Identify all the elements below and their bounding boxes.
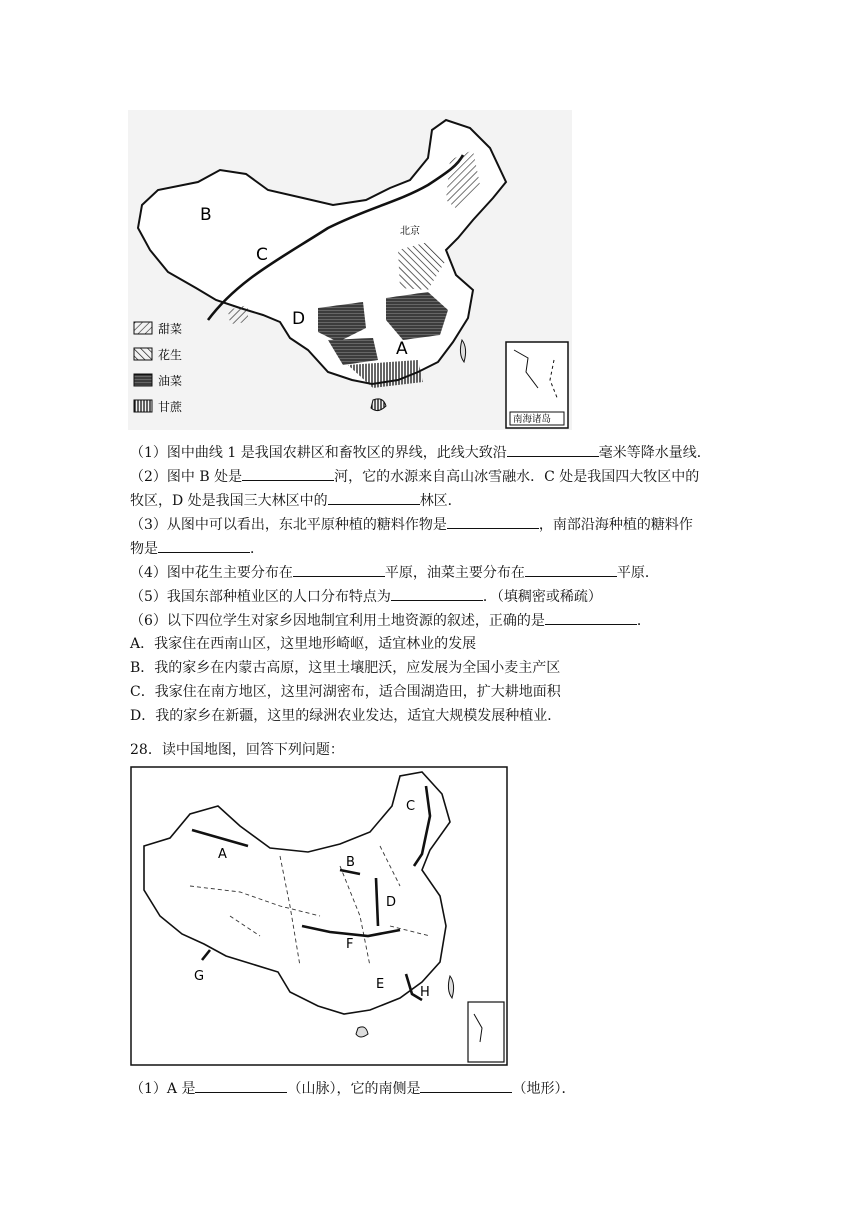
map-label-F: F: [346, 937, 354, 952]
map-label-C: C: [406, 799, 416, 814]
question-27-4: [130, 562, 659, 583]
answer-blank[interactable]: [525, 562, 617, 577]
map-label-E: E: [376, 977, 385, 992]
q-text: ，南部沿海种植的糖料作: [538, 517, 693, 533]
question-27-1: [130, 442, 711, 463]
legend-label: 甜菜: [158, 322, 183, 336]
option-a[interactable]: A．我家住在西南山区，这里地形崎岖，适宜林业的发展: [130, 636, 477, 652]
answer-blank[interactable]: [293, 562, 385, 577]
question-27-5: [130, 586, 602, 607]
map-label-A: A: [396, 339, 408, 359]
answer-blank[interactable]: [447, 514, 539, 529]
q-text: （2）图中 B 处是: [130, 469, 243, 485]
answer-blank[interactable]: [545, 610, 637, 625]
option-d[interactable]: D．我的家乡在新疆，这里的绿洲农业发达，适宜大规模发展种植业．: [130, 708, 562, 724]
q-text: （6）以下四位学生对家乡因地制宜利用土地资源的叙述，正确的是: [130, 613, 545, 629]
q-text: （1）A 是: [130, 1081, 196, 1097]
legend-label: 油菜: [158, 374, 183, 388]
q-text: ．（填稠密或稀疏）: [482, 589, 602, 605]
q-text: 牧区，D 处是我国三大林区中的: [130, 493, 328, 509]
answer-blank[interactable]: [328, 490, 420, 505]
answer-blank[interactable]: [242, 466, 334, 481]
map-label-B: B: [200, 205, 212, 225]
q-text: （1）图中曲线 1 是我国农耕区和畜牧区的界线，此线大致沿: [130, 445, 507, 461]
map-label-H: H: [420, 985, 430, 1000]
question-27-3b: [130, 538, 264, 559]
legend-label: 花生: [158, 348, 183, 362]
q-text: 物是: [130, 541, 158, 557]
q-text: 平原，油菜主要分布在: [384, 565, 525, 581]
map-label-D: D: [386, 895, 397, 910]
question-27-2b: [130, 490, 462, 511]
q-text: （4）图中花生主要分布在: [130, 565, 293, 581]
question-27-2a: [130, 466, 699, 487]
map-label-beijing: 北京: [400, 226, 420, 237]
question-27-3a: [130, 514, 693, 535]
q-text: 林区．: [419, 493, 462, 509]
answer-blank[interactable]: [420, 1078, 512, 1093]
q-text: （地形）．: [512, 1081, 576, 1097]
hainan-island: [356, 1027, 368, 1037]
question-27-6: [130, 610, 651, 631]
south-china-sea-inset: [506, 342, 568, 428]
map-label-D: D: [292, 309, 306, 329]
answer-blank[interactable]: [195, 1078, 287, 1093]
map-label-C: C: [256, 245, 268, 265]
agriculture-map: [128, 110, 572, 430]
option-c[interactable]: C．我家住在南方地区，这里河湖密布，适合围湖造田，扩大耕地面积: [130, 684, 561, 700]
q-text: ．: [636, 613, 651, 629]
answer-blank[interactable]: [158, 538, 250, 553]
option-b[interactable]: B．我的家乡在内蒙古高原，这里土壤肥沃，应发展为全国小麦主产区: [130, 660, 561, 676]
legend-label: 甘蔗: [158, 400, 183, 414]
q-text: （5）我国东部种植业区的人口分布特点为: [130, 589, 391, 605]
q-text: 毫米等降水量线．: [598, 445, 711, 461]
q-text: （3）从图中可以看出，东北平原种植的糖料作物是: [130, 517, 447, 533]
inset-label: 南海诸岛: [513, 414, 552, 425]
china-mountain-map: [130, 766, 508, 1066]
q-text: 河，它的水源来自高山冰雪融水．C 处是我国四大牧区中的: [334, 469, 700, 485]
q-text: （山脉），它的南侧是: [287, 1081, 421, 1097]
map-label-G: G: [194, 969, 205, 984]
map-label-A: A: [218, 847, 227, 862]
q-text: 平原．: [616, 565, 659, 581]
answer-blank[interactable]: [507, 442, 599, 457]
question-28-1: [130, 1078, 575, 1099]
south-china-sea-inset: [468, 1002, 504, 1062]
q-text: ．: [250, 541, 264, 557]
map-label-B: B: [346, 855, 355, 870]
question-28-title: 28．读中国地图，回答下列问题：: [130, 742, 344, 758]
answer-blank[interactable]: [391, 586, 483, 601]
